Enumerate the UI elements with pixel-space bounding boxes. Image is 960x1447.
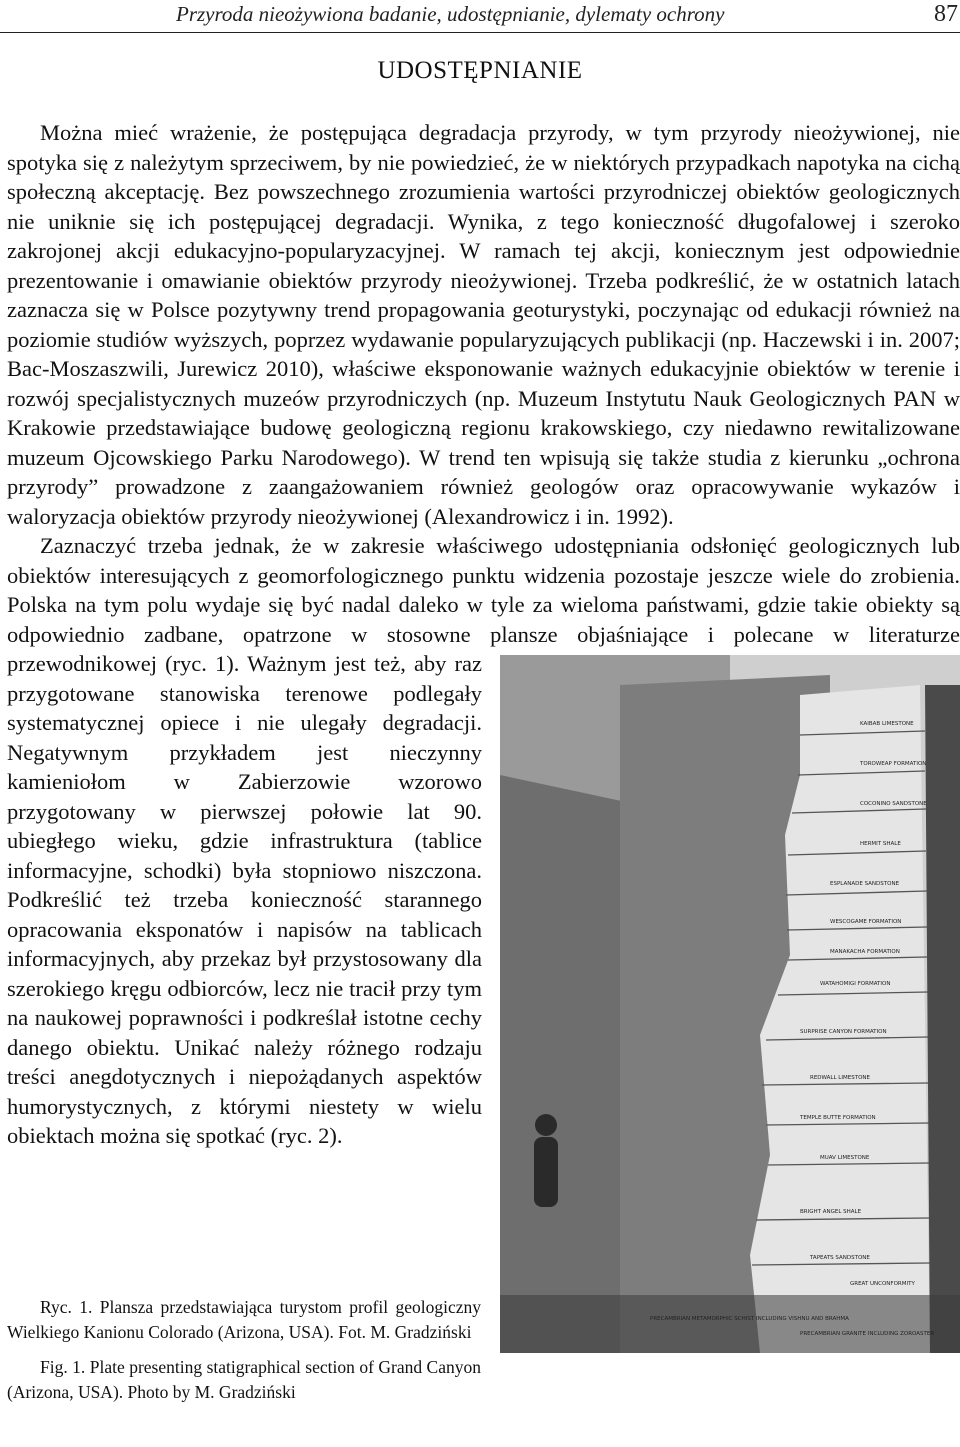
photo-label: HERMIT SHALE [860, 841, 901, 847]
photo-left-wall [500, 775, 640, 1353]
section-heading: UDOSTĘPNIANIE [377, 57, 583, 84]
figure-captions [7, 1295, 481, 1405]
photo-label: COCONINO SANDSTONE [860, 801, 927, 807]
photo-label: PRECAMBRIAN METAMORPHIC SCHIST INCLUDING VISHNU AND BRAHMA [650, 1316, 849, 1322]
photo-right-edge [925, 685, 960, 1353]
photo-label: REDWALL LIMESTONE [810, 1075, 870, 1081]
paragraph-lead: Zaznaczyć trzeba jednak, że w zakresie właściwego udostępniania odsłonięć geologicznych lub obiektów interesujących z geomorfologicznego punktu widzenia pozostaje jeszcze wiele do zrobienia. Polska na tym polu wydaje się być nadal daleko w tyle za wieloma państwami, gdzie takie obiekty są odpowiednio zadbane, opatrzone w stosowne plansze objaśniające i polecane w literaturze przewodnikowej (ryc. 1). Ważnym jest też, [7, 533, 960, 676]
body-text [7, 118, 960, 1359]
figure-photo [500, 655, 960, 1353]
photo-label: TAPEATS SANDSTONE [810, 1255, 870, 1261]
person-silhouette [534, 1114, 558, 1207]
photo-label: WESCOGAME FORMATION [830, 919, 902, 925]
photo-label: ESPLANADE SANDSTONE [830, 881, 900, 887]
photo-label: MANAKACHA FORMATION [830, 949, 900, 955]
photo-label: GREAT UNCONFORMITY [850, 1281, 915, 1287]
page-number: 87 [934, 1, 958, 27]
caption-polish: Ryc. 1. Plansza przedstawiająca turystom profil geologiczny Wielkiego Kanionu Colorado (Arizona, USA). Fot. M. Gradziński [7, 1297, 481, 1342]
paragraph-rest: aby raz przygotowane stanowiska terenowe podlegały systematycznej opiece i nie ulegały degradacji. Negatywnym przykładem jest nieczynny kamieniołom w Zabierzowie wzorowo przygotowany w pierwszej połowie lat 90. ubiegłego wieku, gdzie infrastruktura (tablice informacyjne, schodki) była stopniowo niszczona. Podkreślić też trzeba konieczność starannego opracowania eksponatów i napisów na tablicach informacyjnych, aby przekaz był przystosowany dla szerokiego kręgu odbiorców, lecz nie tracił przy tym na naukowej poprawności i podkreślał istotne cechy danego obiektu. Unikać należy różnego rodzaju treści anegdotycznych i niepożądanych aspektów humorystycznych, z którymi niestety w wielu obiektach można się spotkać (ryc. 2). [7, 651, 483, 1148]
grand-canyon-photo [500, 655, 960, 1353]
photo-floor [500, 1295, 960, 1353]
photo-label: TOROWEAP FORMATION [860, 761, 927, 767]
paragraph: Można mieć wrażenie, że postępująca degradacja przyrody, w tym przyrody nieożywionej, nie spotyka się z należytym sprzeciwem, by nie powiedzieć, że w niektórych przypadkach napotyka na cichą społeczną akceptację. Bez powszechnego zrozumienia wartości przyrodniczej obiektów geologicznych nie uniknie się ich postępującej degradacji. Wynika, z tego konieczność długofalowej i szeroko zakrojonej akcji edukacyjno-popularyzacyjnej. W ramach tej akcji, koniecznym jest odpowiednie prezentowanie i omawianie obiektów przyrody nieożywionej. Trzeba podkreślić, że w ostatnich latach zaznacza się w Polsce pozytywny trend propagowania geoturystyki, poczynając od edukacji również na poziomie studiów wyższych, poprzez wydawanie popularyzujących publikacji (np. Haczewski i in. 2007; Bac-Moszaszwili, Jurewicz 2010), właściwe eksponowanie ważnych edukacyjnie obiektów w terenie i rozwój specjalistycznych muzeów przyrodniczych (np. Muzeum Instytutu Nauk Geologicznych PAN w Krakowie przedstawiające budowę geologiczną regionu krakowskiego, czy niedawno rewitalizowane muzeum Ojcowskiego Parku Narodowego). W trend ten wpisują się także studia z kierunku „ochrona przyrody” prowadzone z zaangażowaniem również geologów oraz opracowywanie wykazów i waloryzacja obiektów przyrody nieożywionej (Alexandrowicz i in. 1992). [7, 120, 960, 529]
photo-label: BRIGHT ANGEL SHALE [800, 1209, 862, 1215]
photo-label: WATAHOMIGI FORMATION [820, 981, 891, 987]
photo-label: PRECAMBRIAN GRANITE INCLUDING ZOROASTER [800, 1331, 935, 1337]
photo-label: SURPRISE CANYON FORMATION [800, 1029, 887, 1035]
photo-label: MUAV LIMESTONE [820, 1155, 870, 1161]
caption-english: Fig. 1. Plate presenting statigraphical section of Grand Canyon (Arizona, USA). Photo by M. Gradziński [7, 1357, 481, 1402]
photo-label: TEMPLE BUTTE FORMATION [800, 1115, 876, 1121]
running-title: Przyroda nieożywiona badanie, udostępnianie, dylematy ochrony [176, 2, 725, 26]
page-header [0, 0, 960, 33]
photo-label: KAIBAB LIMESTONE [860, 721, 914, 727]
